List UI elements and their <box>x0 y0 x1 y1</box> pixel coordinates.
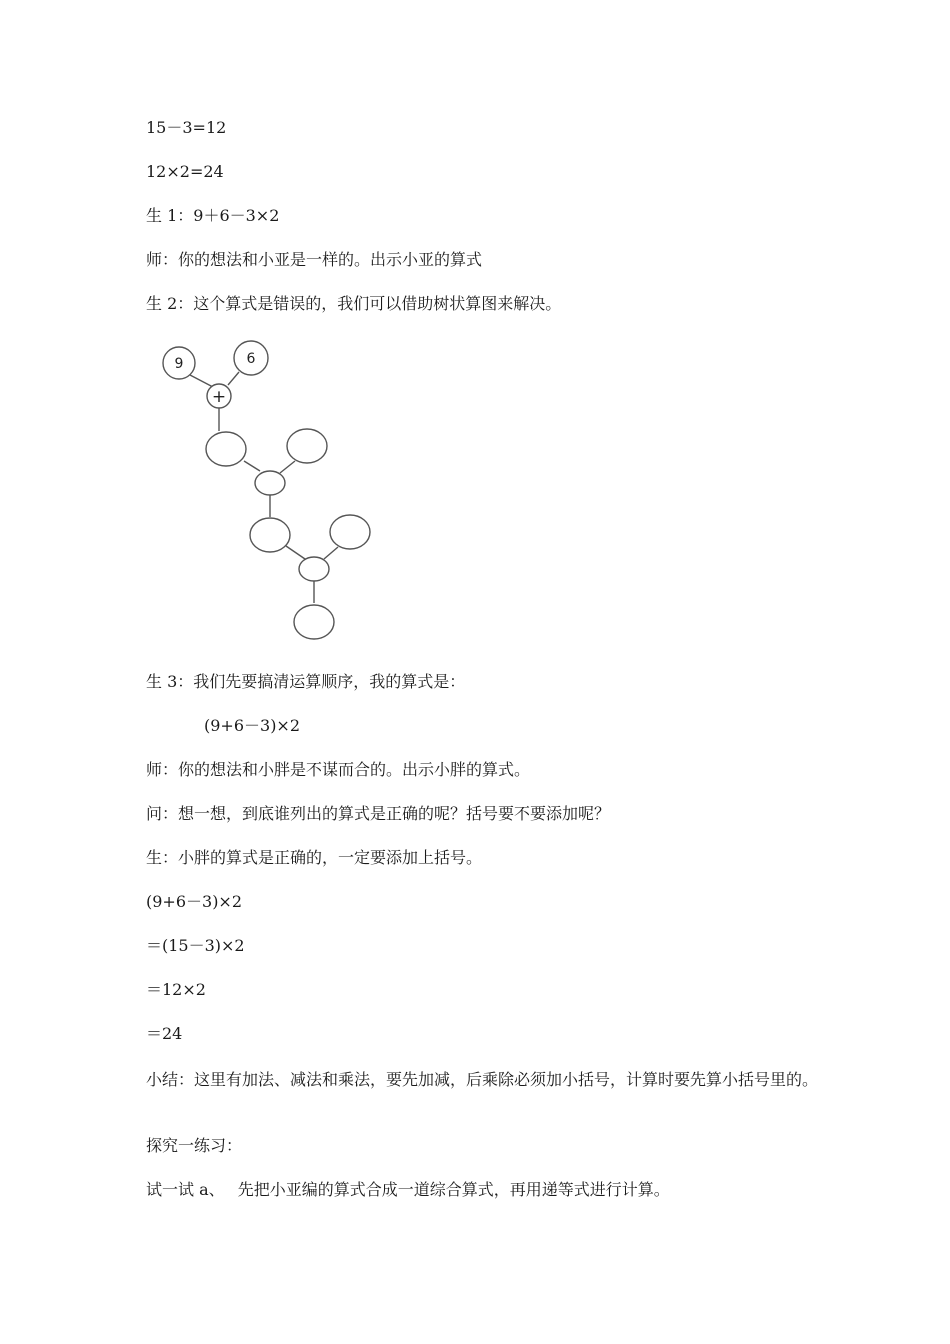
tree-node-empty <box>294 605 334 639</box>
tree-node-9-label: 9 <box>174 356 184 372</box>
equation-line: ＝(15－3)×2 <box>146 936 245 955</box>
teacher-remark: 师：你的想法和小胖是不谋而合的。出示小胖的算式。 <box>146 760 531 779</box>
tree-node-6-label: 6 <box>246 351 256 367</box>
tree-node-empty <box>330 515 370 549</box>
student-answer: 生 3：我们先要搞清运算顺序，我的算式是： <box>146 672 466 691</box>
tree-edge <box>280 461 295 473</box>
equation-line: 15－3=12 <box>146 118 227 137</box>
student-answer: 生 1：9＋6－3×2 <box>146 206 280 225</box>
student-answer: 生 2：这个算式是错误的，我们可以借助树状算图来解决。 <box>146 294 562 313</box>
teacher-remark: 师：你的想法和小亚是一样的。出示小亚的算式 <box>146 250 483 269</box>
equation-line: ＝24 <box>146 1024 183 1043</box>
tree-node-empty <box>250 518 290 552</box>
tree-node-empty <box>287 429 327 463</box>
tree-edge <box>324 547 338 559</box>
tree-edge <box>190 375 213 387</box>
tree-edge <box>286 546 305 559</box>
tree-node-empty <box>299 557 329 581</box>
equation-line: (9+6－3)×2 <box>146 892 243 911</box>
tree-node-empty <box>255 471 285 495</box>
tree-calculation-diagram <box>150 335 390 645</box>
summary-paragraph: 小结：这里有加法、减法和乘法，要先加减，后乘除必须加小括号，计算时要先算小括号里的。 <box>146 1070 819 1089</box>
student-answer: 生：小胖的算式是正确的，一定要添加上括号。 <box>146 848 483 867</box>
tree-node-plus-label: + <box>211 387 227 407</box>
question-line: 问：想一想，到底谁列出的算式是正确的呢？括号要不要添加呢？ <box>146 804 611 823</box>
equation-line: (9+6－3)×2 <box>204 716 301 735</box>
equation-line: ＝12×2 <box>146 980 206 999</box>
tree-edge <box>244 461 260 471</box>
tree-node-empty <box>206 432 246 466</box>
section-heading: 探究一练习： <box>146 1136 243 1155</box>
tree-edge <box>228 372 239 385</box>
exercise-line: 试一试 a、 先把小亚编的算式合成一道综合算式，再用递等式进行计算。 <box>146 1180 670 1199</box>
equation-line: 12×2=24 <box>146 162 224 181</box>
